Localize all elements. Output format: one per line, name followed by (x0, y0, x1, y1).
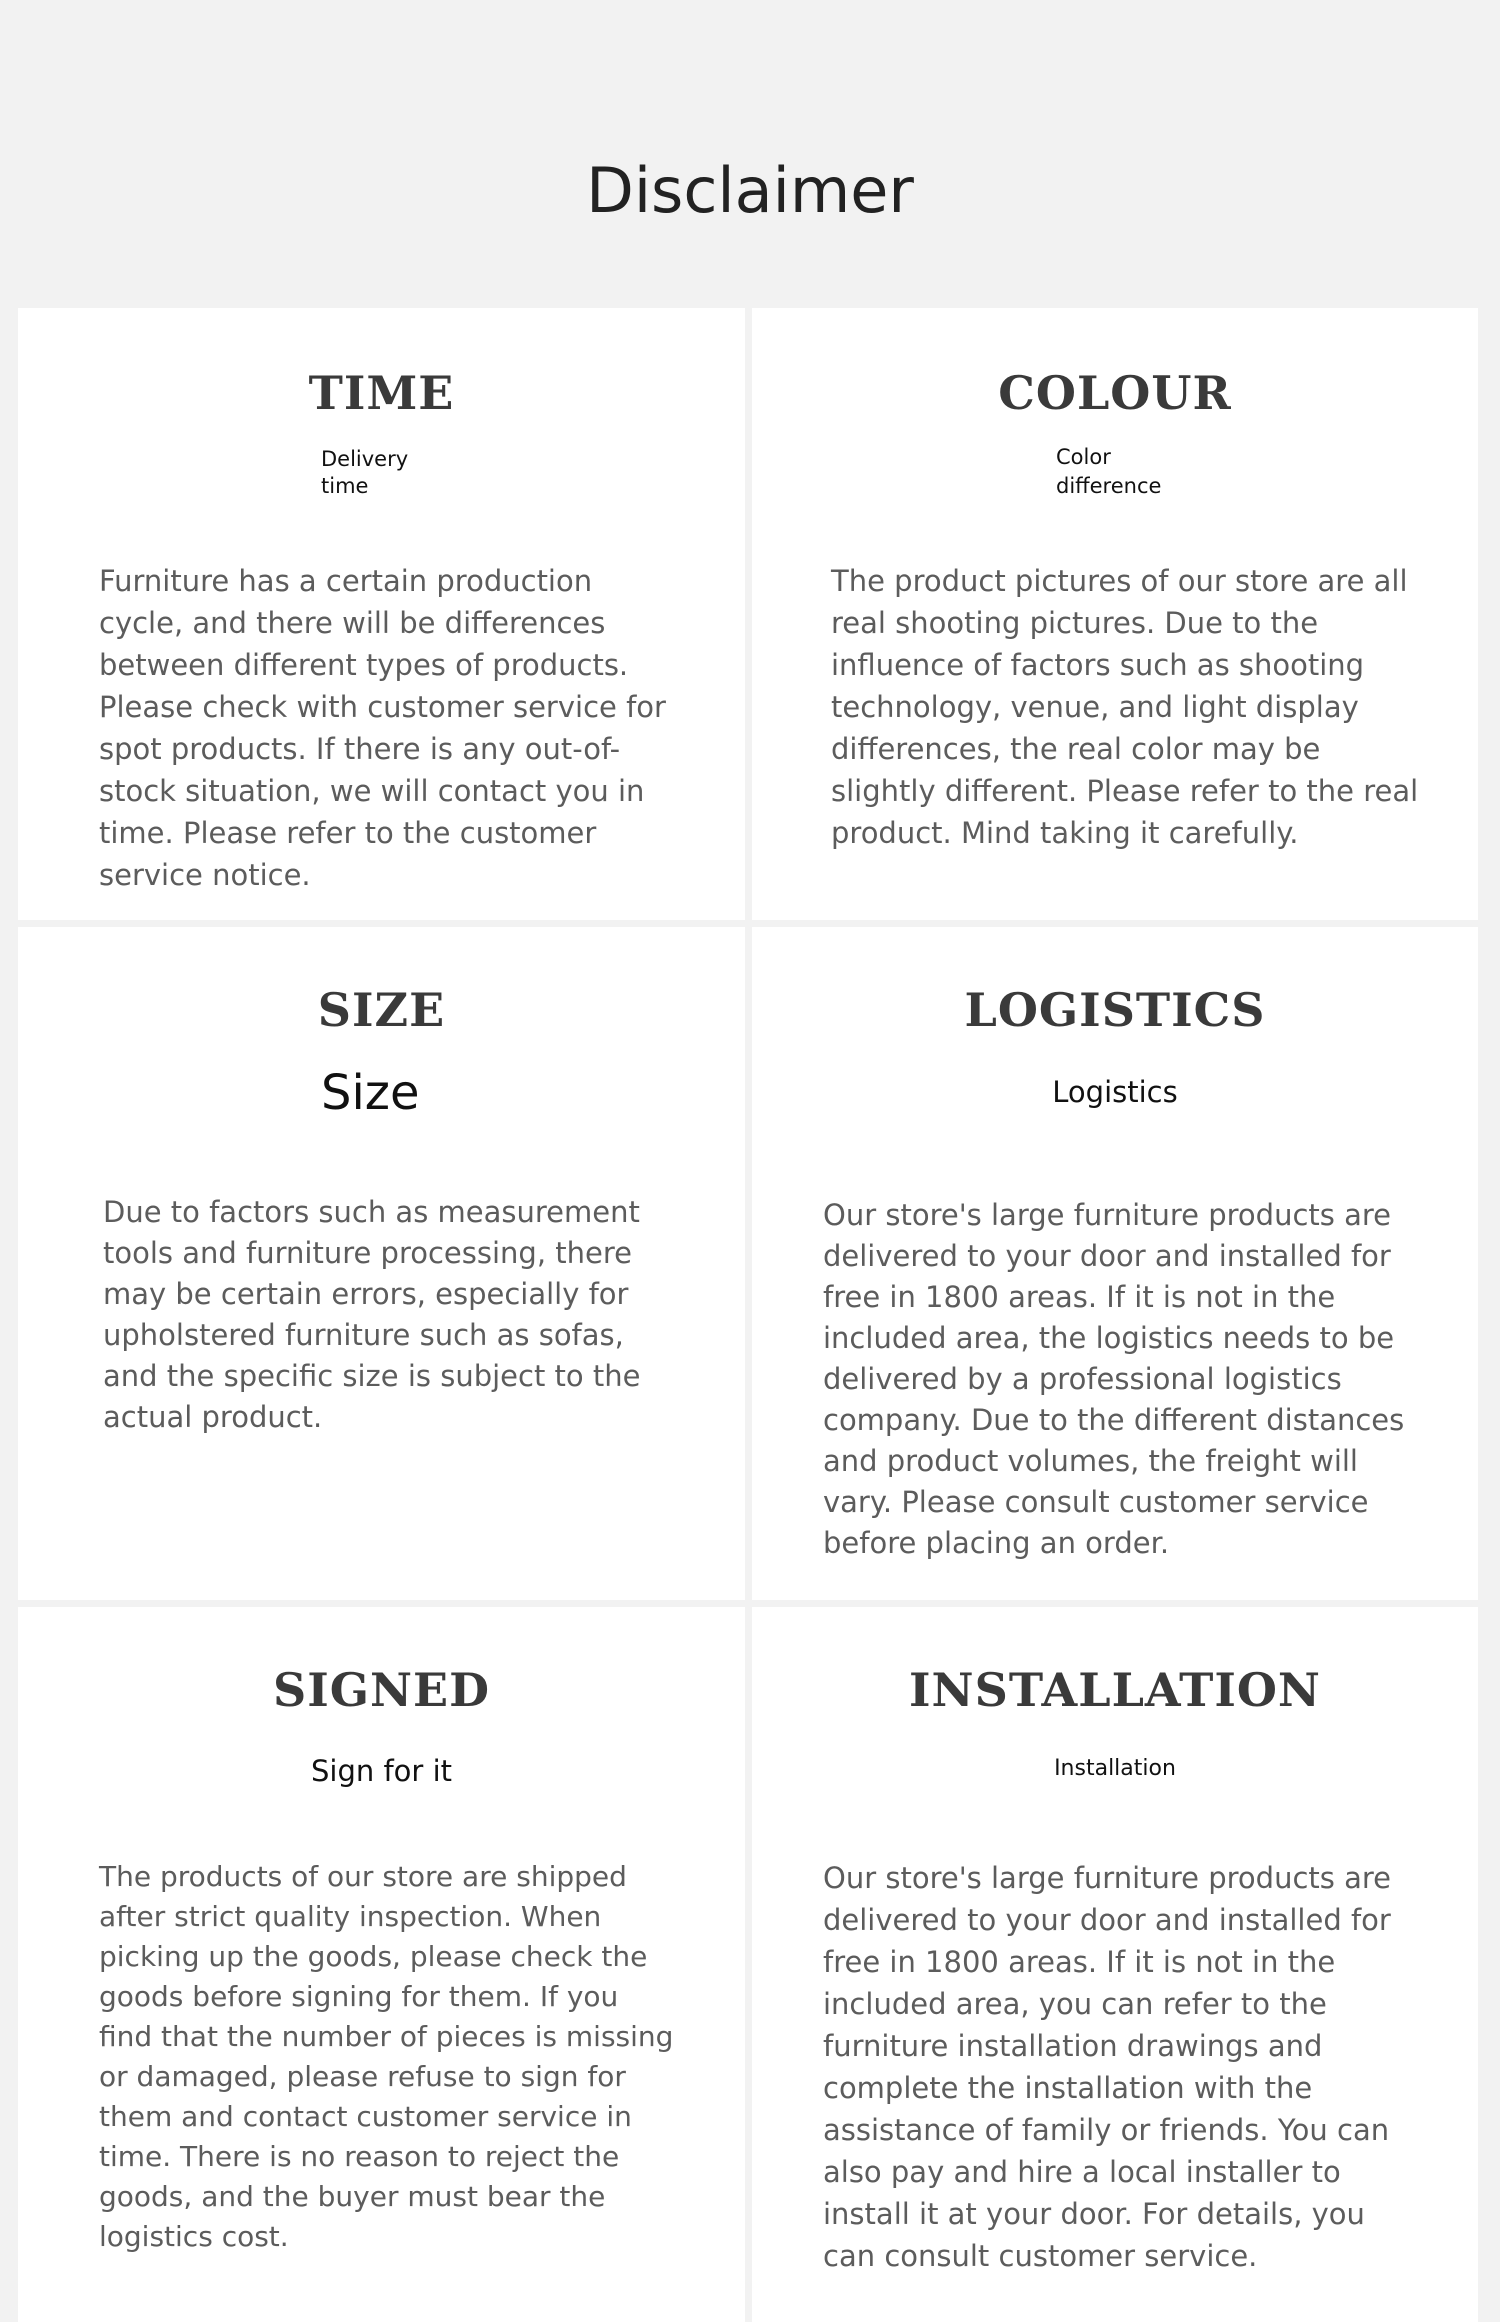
card-subtitle: Size (321, 1065, 420, 1121)
card-body: Our store's large furniture products are delivered to your door and installed for free in 1800 areas. If it is not in the included area, you can refer to the furniture installation drawings and complete the installation with the assistance of family or friends. You can also pay and hire a local installer to install it at your door. For details, you can consult customer service. (823, 1861, 1392, 2273)
card-heading: COLOUR (998, 366, 1232, 420)
card-body: Our store's large furniture products are delivered to your door and installed for free in 1800 areas. If it is not in the included area, the logistics needs to be delivered by a professional logistics company. Due to the different distances and product volumes, the freight will vary. Please consult customer service before placing an order. (823, 1198, 1405, 1560)
card-body: The product pictures of our store are all real shooting pictures. Due to the influence of factors such as shooting technology, venue, and light display differences, the real color may be slightly different. Please refer to the real product. Mind taking it carefully. (831, 564, 1419, 850)
card-body: Due to factors such as measurement tools and furniture processing, there may be certain errors, especially for upholstered furniture such as sofas, and the specific size is subject to the actual product. (103, 1195, 641, 1434)
card-heading: LOGISTICS (964, 983, 1266, 1037)
page-title: Disclaimer (586, 154, 914, 227)
card-installation (752, 1607, 1478, 2322)
card-time (18, 308, 745, 920)
card-subtitle: Sign for it (311, 1754, 452, 1788)
card-body: Furniture has a certain production cycle, and there will be differences between different types of products. Please check with customer service for spot products. If there is any out-of-stock situation, we will contact you in time. Please refer to the customer service notice. (99, 564, 666, 892)
card-body: The products of our store are shipped after strict quality inspection. When picking up the goods, please check the goods before signing for them. If you find that the number of pieces is missing or damaged, please refuse to sign for them and contact customer service in time. There is no reason to reject the goods, and the buyer must bear the logistics cost. (99, 1860, 674, 2253)
card-subtitle: Delivery time (321, 447, 409, 498)
card-logistics (752, 927, 1478, 1600)
card-heading: INSTALLATION (909, 1663, 1321, 1717)
card-heading: SIZE (317, 983, 446, 1037)
card-signed (18, 1607, 745, 2322)
card-subtitle: Color difference (1056, 445, 1162, 498)
card-heading: TIME (308, 366, 455, 420)
card-heading: SIGNED (272, 1663, 491, 1717)
card-size (18, 927, 745, 1600)
card-subtitle: Logistics (1052, 1075, 1178, 1109)
card-subtitle: Installation (1054, 1756, 1176, 1781)
card-colour (752, 308, 1478, 920)
